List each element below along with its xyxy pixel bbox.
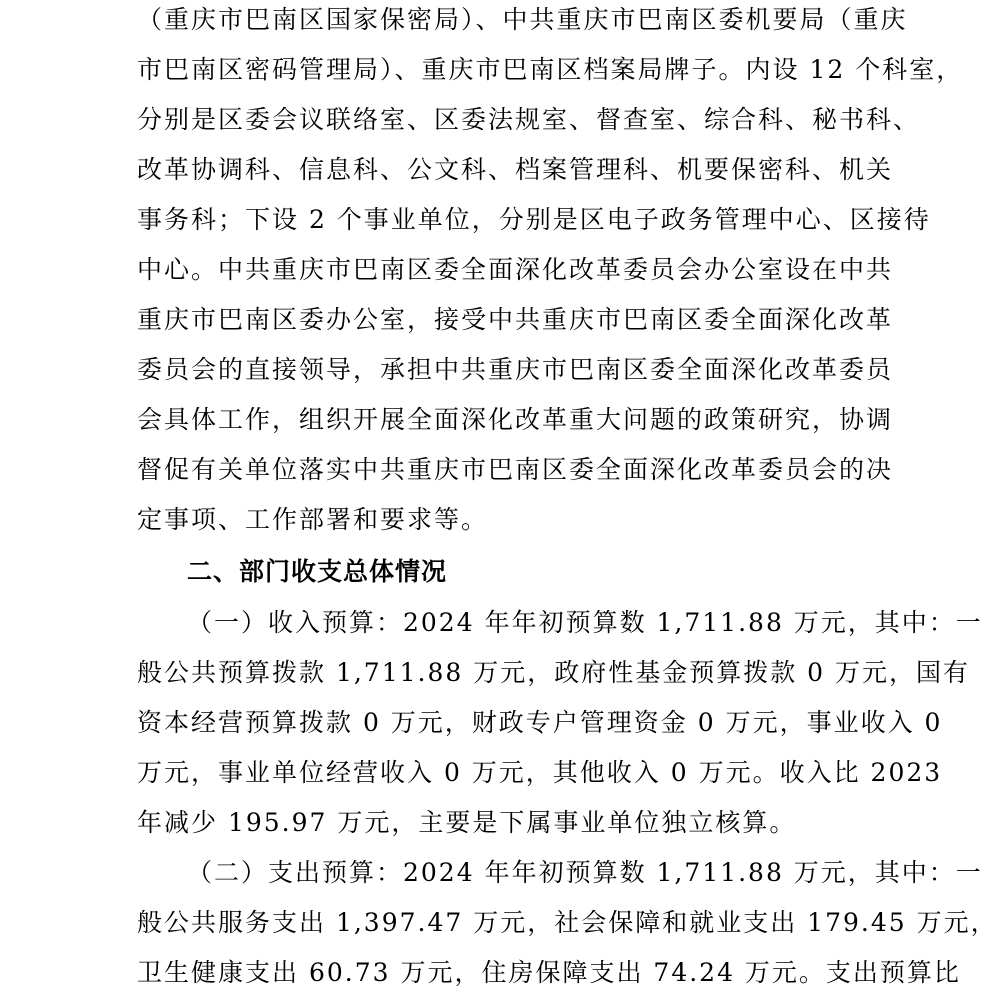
section-heading: 二、部门收支总体情况	[187, 557, 448, 586]
paragraph-line: 市巴南区密码管理局）、重庆市巴南区档案局牌子。内设 12 个科室，	[137, 55, 964, 84]
paragraph-line: （一）收入预算：2024 年年初预算数 1,711.88 万元，其中：一	[187, 608, 983, 637]
paragraph-line: 万元，事业单位经营收入 0 万元，其他收入 0 万元。收入比 2023	[137, 758, 943, 787]
paragraph-line: 事务科；下设 2 个事业单位，分别是区电子政务管理中心、区接待	[137, 205, 931, 234]
paragraph-line: 会具体工作，组织开展全面深化改革重大问题的政策研究，协调	[137, 405, 894, 434]
paragraph-line: 重庆市巴南区委办公室，接受中共重庆市巴南区委全面深化改革	[137, 305, 894, 334]
paragraph-line: 卫生健康支出 60.73 万元，住房保障支出 74.24 万元。支出预算比	[137, 958, 961, 987]
paragraph-line: （二）支出预算：2024 年年初预算数 1,711.88 万元，其中：一	[187, 858, 983, 887]
paragraph-line: 改革协调科、信息科、公文科、档案管理科、机要保密科、机关	[137, 155, 894, 184]
paragraph-line: 中心。中共重庆市巴南区委全面深化改革委员会办公室设在中共	[137, 255, 894, 284]
paragraph-line: （重庆市巴南区国家保密局）、中共重庆市巴南区委机要局（重庆	[137, 5, 908, 34]
paragraph-line: 定事项、工作部署和要求等。	[137, 505, 489, 534]
paragraph-line: 分别是区委会议联络室、区委法规室、督查室、综合科、秘书科、	[137, 105, 921, 134]
paragraph-line: 资本经营预算拨款 0 万元，财政专户管理资金 0 万元，事业收入 0	[137, 708, 943, 737]
paragraph-line: 年减少 195.97 万元，主要是下属事业单位独立核算。	[137, 808, 797, 837]
paragraph-line: 委员会的直接领导，承担中共重庆市巴南区委全面深化改革委员	[137, 355, 894, 384]
paragraph-line: 般公共预算拨款 1,711.88 万元，政府性基金预算拨款 0 万元，国有	[137, 658, 971, 687]
paragraph-line: 般公共服务支出 1,397.47 万元，社会保障和就业支出 179.45 万元，	[137, 908, 998, 937]
paragraph-line: 督促有关单位落实中共重庆市巴南区委全面深化改革委员会的决	[137, 455, 894, 484]
